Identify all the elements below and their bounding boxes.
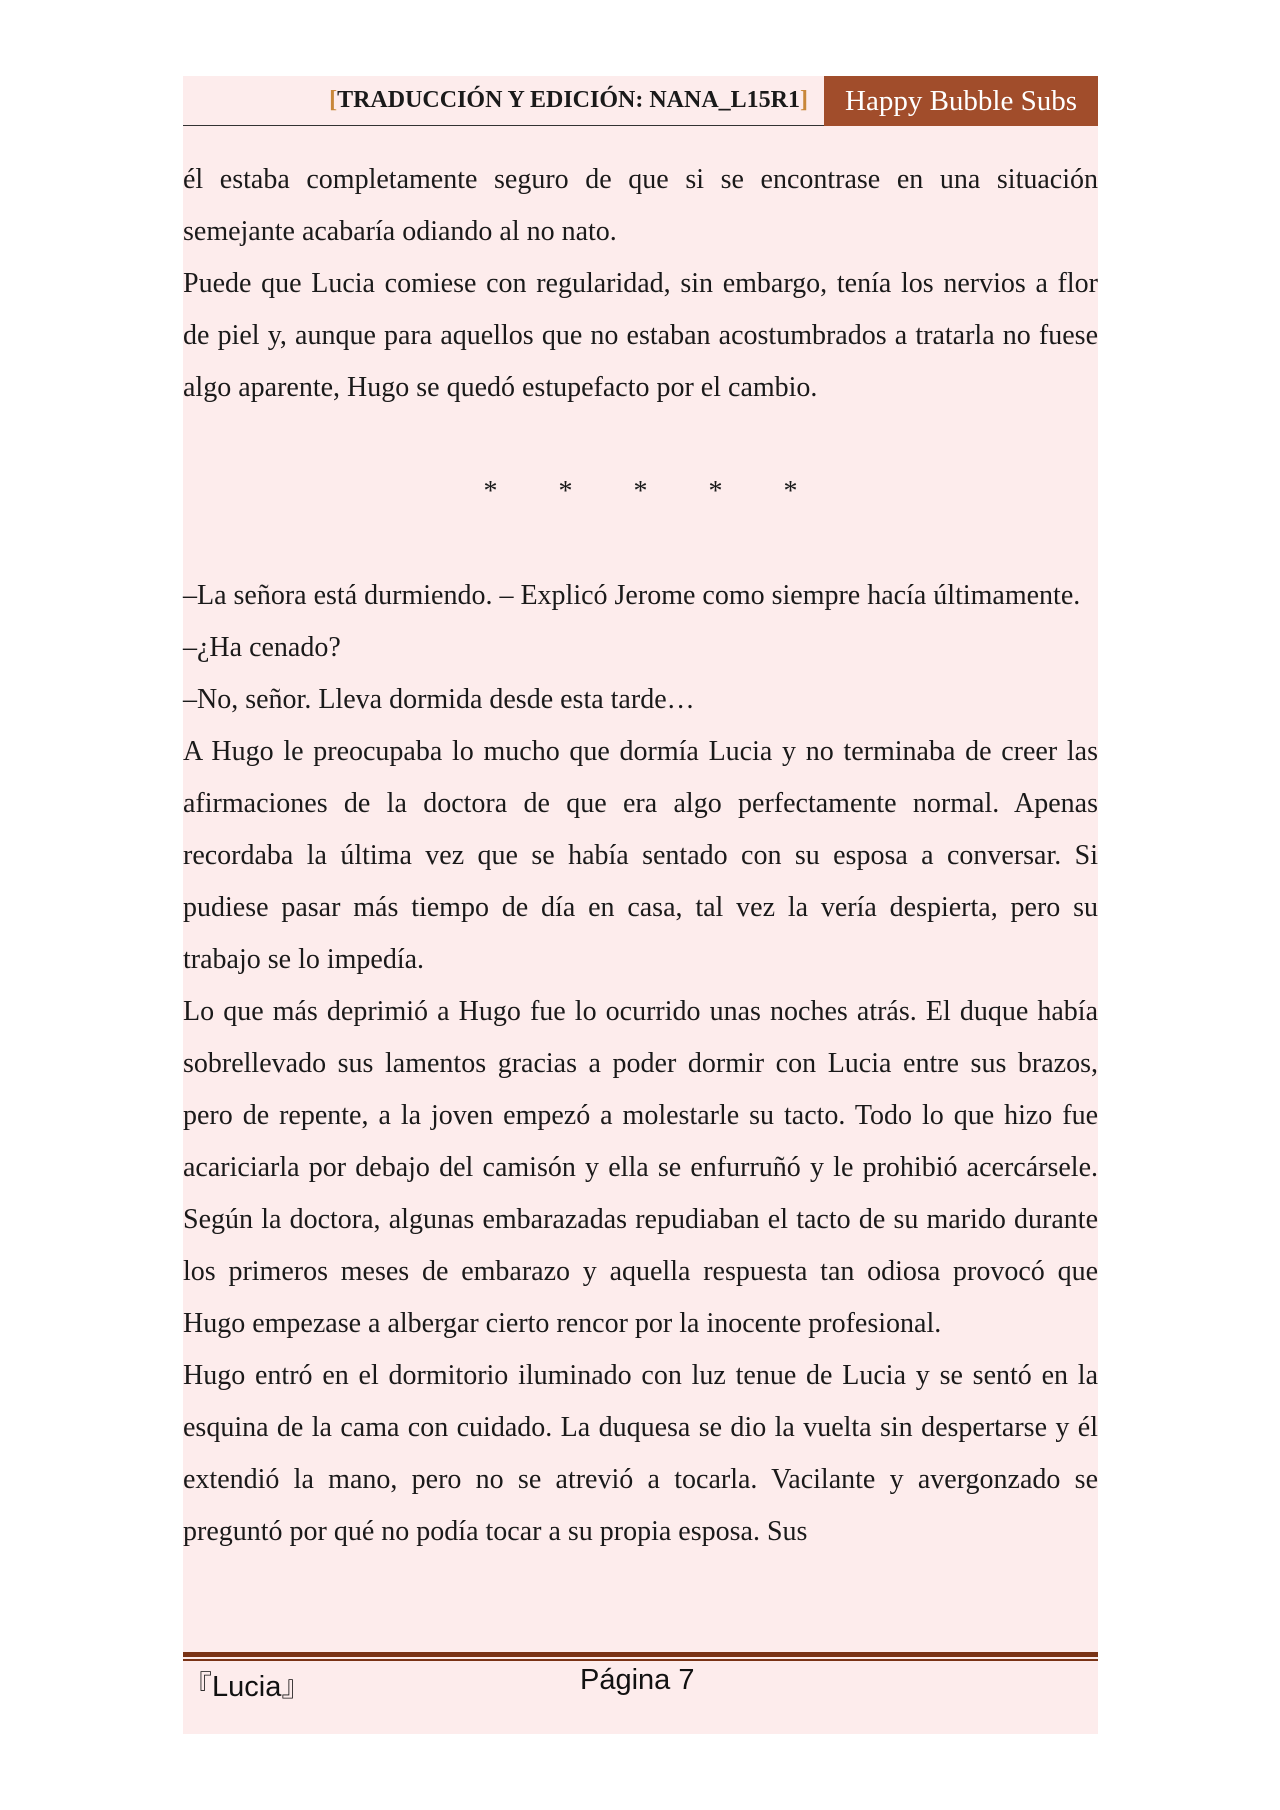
bracket-close: ]: [800, 87, 808, 113]
document-page: [183, 76, 1098, 1734]
page-header: [183, 76, 1098, 126]
paragraph-6: A Hugo le preocupaba lo mucho que dormía Lucia y no terminaba de creer las afirmaciones de la doctora de que era algo perfectamente normal. Apenas recordaba la última vez que se había sentado con su esposa a conversar. Si pudiese pasar más tiempo de día en casa, tal vez la vería despierta, pero su trabajo se lo impedía.: [183, 736, 1098, 975]
blank-line: [183, 414, 1098, 466]
paragraph-2: Puede que Lucia comiese con regularidad, sin embargo, tenía los nervios a flor de piel y, aunque para aquellos que no estaban acostumbrados a tratarla no fuese algo aparente, Hugo se quedó estupefacto por el cambio.: [183, 268, 1098, 403]
separator-star: *: [483, 476, 498, 507]
footer-divider-thick: [183, 1652, 1098, 1657]
paragraph-4: –¿Ha cenado?: [183, 632, 341, 663]
paragraph-7: Lo que más deprimió a Hugo fue lo ocurrido unas noches atrás. El duque había sobrellevado sus lamentos gracias a poder dormir con Lucia entre sus brazos, pero de repente, a la joven empezó a molestarle su tacto. Todo lo que hizo fue acariciarla por debajo del camisón y ella se enfurruñó y le prohibió acercársele. Según la doctora, algunas embarazadas repudiaban el tacto de su marido durante los primeros meses de embarazo y aquella respuesta tan odiosa provocó que Hugo empezase a albergar cierto rencor por la inocente profesional.: [183, 996, 1098, 1339]
paragraph-8: Hugo entró en el dormitorio iluminado con luz tenue de Lucia y se sentó en la esquina de la cama con cuidado. La duquesa se dio la vuelta sin despertarse y él extendió la mano, pero no se atrevió a tocarla. Vacilante y avergonzado se preguntó por qué no podía tocar a su propia esposa. Sus: [183, 1360, 1098, 1547]
bracket-open: [: [329, 87, 338, 113]
paragraph-3: –La señora está durmiendo. – Explicó Jerome como siempre hacía últimamente.: [183, 580, 1081, 611]
footer-divider-thin: [183, 1659, 1098, 1661]
separator-star: *: [633, 476, 648, 507]
page-number: Página 7: [580, 1664, 695, 1696]
paragraph-1: él estaba completamente seguro de que si se encontrase en una situación semejante acabaría odiando al no nato.: [183, 164, 1098, 247]
section-separator: [183, 466, 1098, 518]
credit-text: TRADUCCIÓN Y EDICIÓN: NANA_L15R1: [337, 87, 800, 113]
separator-star: *: [558, 476, 573, 507]
book-title: 『Lucia』: [183, 1671, 311, 1703]
separator-star: *: [708, 476, 723, 507]
paragraph-5: –No, señor. Lleva dormida desde esta tarde…: [183, 684, 695, 715]
blank-line: [183, 518, 1098, 570]
translation-credit: [329, 87, 808, 114]
group-brand: Happy Bubble Subs: [824, 76, 1098, 126]
page-body: [183, 154, 1098, 1558]
separator-star: *: [783, 476, 798, 507]
